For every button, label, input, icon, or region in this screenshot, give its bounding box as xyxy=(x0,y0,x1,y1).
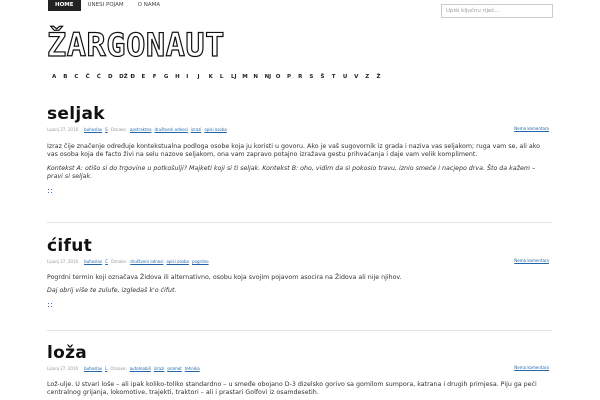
tag-link[interactable]: opisi osoba xyxy=(166,259,189,264)
post-entry xyxy=(47,343,552,398)
post-author[interactable]: buhoslav xyxy=(84,259,103,264)
tag-link[interactable]: promet xyxy=(167,366,182,371)
letter-link[interactable]: G xyxy=(163,74,169,80)
letter-link[interactable]: B xyxy=(63,74,68,80)
post-date: Lipanj 27, 2016 xyxy=(47,366,79,371)
post-entry xyxy=(47,104,552,194)
post-letter[interactable]: S xyxy=(105,127,108,132)
letter-link[interactable]: DŽ xyxy=(119,74,128,80)
tags-label: Oznake: xyxy=(110,366,127,371)
letter-link[interactable]: O xyxy=(275,74,281,80)
letter-link[interactable]: H xyxy=(175,74,180,80)
letter-link[interactable]: Z xyxy=(365,74,370,80)
tag-link[interactable]: društveni odnosi xyxy=(130,259,164,264)
letter-link[interactable]: T xyxy=(331,74,336,80)
comments-link[interactable]: Nema komentara xyxy=(514,126,549,131)
post-date: Lipanj 27, 2016 xyxy=(47,127,79,132)
post-date: Lipanj 27, 2016 xyxy=(47,259,79,264)
post-divider xyxy=(47,330,552,331)
letter-link[interactable]: NJ xyxy=(264,74,272,80)
post-title[interactable]: seljak xyxy=(47,104,105,124)
post-author[interactable]: buhoslav xyxy=(84,127,103,132)
post-example: Daj obrij više te zulufe, izgledaš k'o ćifut. xyxy=(47,287,177,295)
post-letter[interactable]: L xyxy=(105,366,108,371)
site-logo[interactable]: ŽARGONAUT xyxy=(47,26,225,64)
letter-link[interactable]: Š xyxy=(320,74,325,80)
post-definition: Izraz čije značenje određuje kontekstualna podloga osobe koja ju koristi u govoru. Ako je vaš sugovornik iz grada i naziva vas seljakom; ruga vam se, ali ako vas osoba koja de facto živi na selu nazove seljakom, ona vam zapravo potajno izražava gestu prihvaćanja i daje vam velik kompliment. xyxy=(47,143,540,159)
post-letter[interactable]: Ć xyxy=(105,259,108,264)
nav-submit-term[interactable]: UNESI POJAM xyxy=(87,2,124,8)
letter-link[interactable]: L xyxy=(219,74,224,80)
letter-link[interactable]: A xyxy=(52,74,57,80)
letter-link[interactable]: M xyxy=(242,74,248,80)
tags-label: Oznake: xyxy=(110,127,127,132)
tag-link[interactable]: izrazi xyxy=(153,366,165,371)
top-navigation xyxy=(48,0,167,11)
post-author[interactable]: buhoslav xyxy=(84,366,103,371)
letter-link[interactable]: Đ xyxy=(130,74,135,80)
nav-home[interactable]: HOME xyxy=(48,0,81,11)
post-meta xyxy=(47,258,552,265)
comments-link[interactable]: Nema komentara xyxy=(514,365,549,370)
post-definition: Pogrdni termin koji označava Židova ili alternativno, osobu koja svojim pojavom asocira na Židova ali nije njihov. xyxy=(47,274,402,281)
comments-link[interactable]: Nema komentara xyxy=(514,258,549,263)
letter-link[interactable]: Č xyxy=(85,74,90,80)
letter-link[interactable]: S xyxy=(309,74,314,80)
letter-link[interactable]: K xyxy=(208,74,213,80)
tag-link[interactable]: automobili xyxy=(129,366,151,371)
letter-link[interactable]: R xyxy=(298,74,303,80)
post-definition: Lož-ulje. U stvari loše – ali ipak koliko-toliko standardno – u smeđe obojano D-3 dizelsko gorivo sa gomilom sumpora, katrana i drugih primjesa. Piju ga peći centralnog grijanja, lokomotive, trajekti, traktori – ali i prastari Golfovi iz osamdesetih. xyxy=(47,381,537,397)
tags-label: Oznake: xyxy=(110,259,128,264)
tag-link[interactable]: tehnika xyxy=(184,366,200,371)
letter-link[interactable]: Ć xyxy=(96,74,101,80)
alphabet-index xyxy=(52,74,552,80)
letter-link[interactable]: Ž xyxy=(376,74,381,80)
tag-link[interactable]: apstraktno xyxy=(129,127,152,132)
post-divider xyxy=(47,222,552,223)
letter-link[interactable]: E xyxy=(141,74,146,80)
letter-link[interactable]: J xyxy=(197,74,200,80)
letter-link[interactable]: C xyxy=(74,74,79,80)
tag-link[interactable]: izrazi xyxy=(190,127,202,132)
letter-link[interactable]: U xyxy=(342,74,348,80)
share-icon[interactable] xyxy=(47,302,53,308)
letter-link[interactable]: D xyxy=(107,74,113,80)
post-example: Kontekst A: otišo si do trgovine u potkošulji? Majketi koji si ti seljak. Kontekst B: oho, vidim da si pokosio travu, iznio smeće i nacjepo drva. Što da kažem – pravi si seljak. xyxy=(47,164,536,181)
share-icon[interactable] xyxy=(47,188,53,194)
tag-link[interactable]: društveni odnosi xyxy=(154,127,188,132)
letter-link[interactable]: P xyxy=(286,74,291,80)
post-meta xyxy=(47,126,552,133)
letter-link[interactable]: I xyxy=(186,74,189,80)
tag-link[interactable]: pogrdno xyxy=(191,259,209,264)
letter-link[interactable]: V xyxy=(354,74,359,80)
post-title[interactable]: ćifut xyxy=(47,236,93,256)
letter-link[interactable]: F xyxy=(152,74,157,80)
letter-link[interactable]: N xyxy=(253,74,258,80)
post-title[interactable]: loža xyxy=(47,343,88,363)
search-input[interactable]: Upiši ključnu riječ... xyxy=(441,4,553,18)
post-meta xyxy=(47,365,552,372)
nav-about[interactable]: O NAMA xyxy=(137,2,161,8)
post-entry xyxy=(47,236,552,308)
tag-link[interactable]: opisi osoba xyxy=(204,127,227,132)
letter-link[interactable]: LJ xyxy=(231,74,237,80)
